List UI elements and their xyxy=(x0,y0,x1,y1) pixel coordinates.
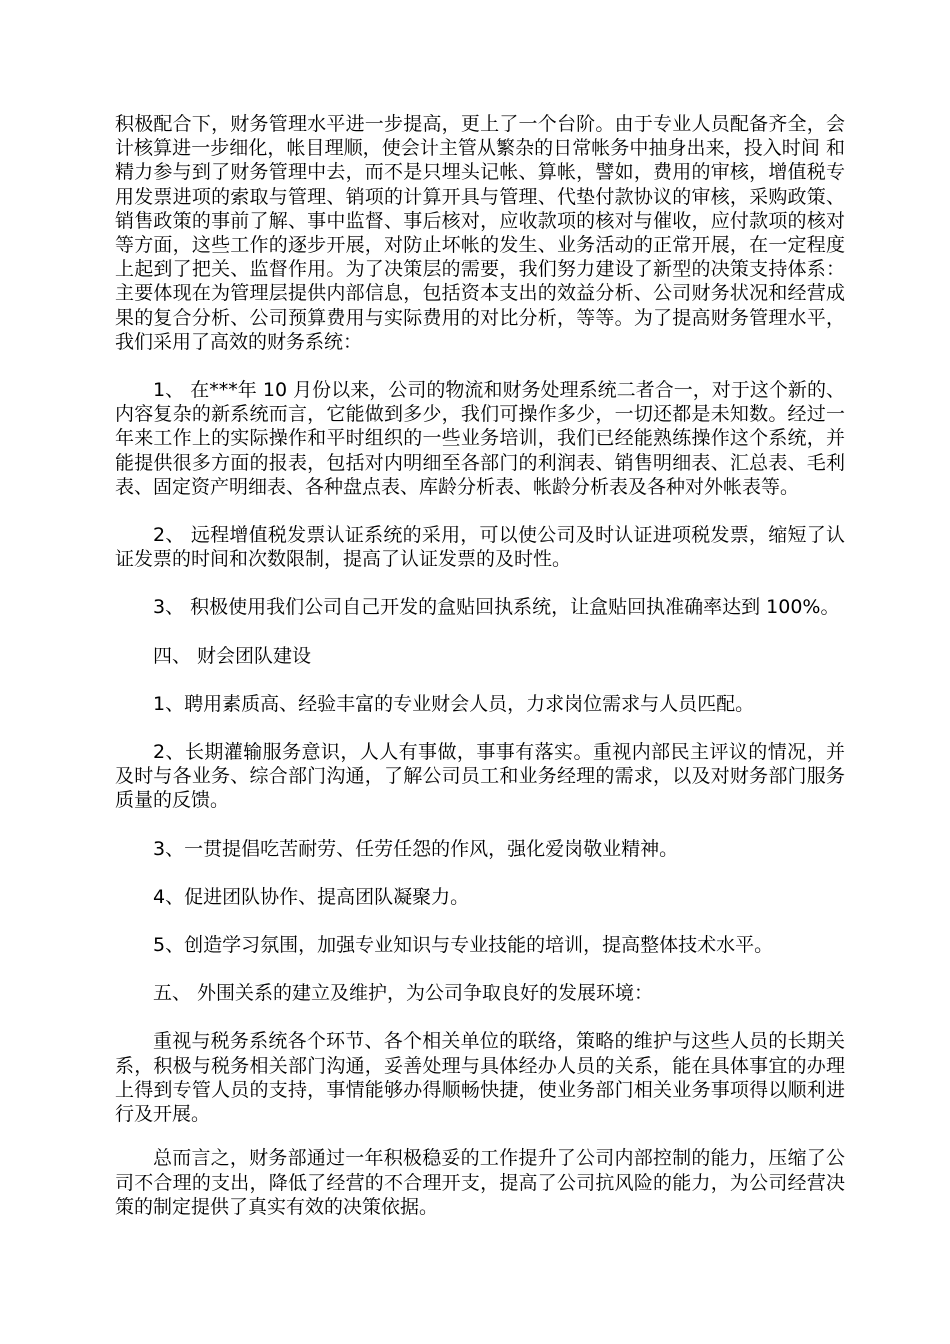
system-item-3: 3、 积极使用我们公司自己开发的盒贴回执系统，让盒贴回执准确率达到 100%。 xyxy=(153,596,840,619)
section-heading-team: 四、 财会团队建设 xyxy=(153,644,312,667)
team-item-3: 3、一贯提倡吃苦耐劳、任劳任怨的作风，强化爱岗敬业精神。 xyxy=(153,837,679,860)
section-heading-external: 五、 外围关系的建立及维护，为公司争取良好的发展环境： xyxy=(153,982,654,1005)
intro-paragraph: 积极配合下，财务管理水平进一步提高，更上了一个台阶。由于专业人员配备齐全，会计核算进一步细化，帐目理顺，使会计主管从繁杂的日常帐务中抽身出来，投入时间 和精力参与到了财务管理中去，而不是只埋头记帐、算帐，譬如，费用的审核，增值税专用发票进项的索取与管理、销项的计算开具与管理、代垫付款协议的审核，采购政策、销售政策的事前了解、事中监督、事后核对，应收款项的核对与催收，应付款项的核对等方面，这些工作的逐步开展，对防止坏帐的发生、业务活动的正常开展，在一定程度上起到了把关、监督作用。为了决策层的需要，我们努力建设了新型的决策支持体系：主要体现在为管理层提供内部信息，包括资本支出的效益分析、公司财务状况和经营成果的复合分析、公司预算费用与实际费用的对比分析，等等。为了提高财务管理水平，我们采用了高效的财务系统： xyxy=(115,113,845,353)
team-item-1: 1、聘用素质高、经验丰富的专业财会人员，力求岗位需求与人员匹配。 xyxy=(153,692,755,715)
team-item-2: 2、长期灌输服务意识，人人有事做，事事有落实。重视内部民主评议的情况，并及时与各业务、综合部门沟通，了解公司员工和业务经理的需求，以及对财务部门服务质量的反馈。 xyxy=(115,741,845,812)
document-page xyxy=(115,112,845,1219)
external-relations-paragraph: 重视与税务系统各个环节、各个相关单位的联络，策略的维护与这些人员的长期关系，积极与税务相关部门沟通，妥善处理与具体经办人员的关系，能在具体事宜的办理上得到专管人员的支持，事情能够办得顺畅快捷，使业务部门相关业务事项得以顺利进行及开展。 xyxy=(115,1030,845,1126)
conclusion-paragraph: 总而言之，财务部通过一年积极稳妥的工作提升了公司内部控制的能力，压缩了公司不合理的支出，降低了经营的不合理开支，提高了公司抗风险的能力，为公司经营决策的制定提供了真实有效的决策依据。 xyxy=(115,1147,845,1218)
system-item-1: 1、 在***年 10 月份以来，公司的物流和财务处理系统二者合一，对于这个新的、内容复杂的新系统而言，它能做到多少，我们可操作多少，一切还都是未知数。经过一年来工作上的实际操作和平时组织的一些业务培训，我们已经能熟练操作这个系统，并能提供很多方面的报表，包括对内明细至各部门的利润表、销售明细表、汇总表、毛利表、固定资产明细表、各种盘点表、库龄分析表、帐龄分析表及各种对外帐表等。 xyxy=(115,379,845,498)
system-item-2: 2、 远程增值税发票认证系统的采用，可以使公司及时认证进项税发票，缩短了认证发票的时间和次数限制，提高了认证发票的及时性。 xyxy=(115,524,845,571)
team-item-4: 4、促进团队协作、提高团队凝聚力。 xyxy=(153,885,470,908)
team-item-5: 5、创造学习氛围，加强专业知识与专业技能的培训，提高整体技术水平。 xyxy=(153,934,774,957)
